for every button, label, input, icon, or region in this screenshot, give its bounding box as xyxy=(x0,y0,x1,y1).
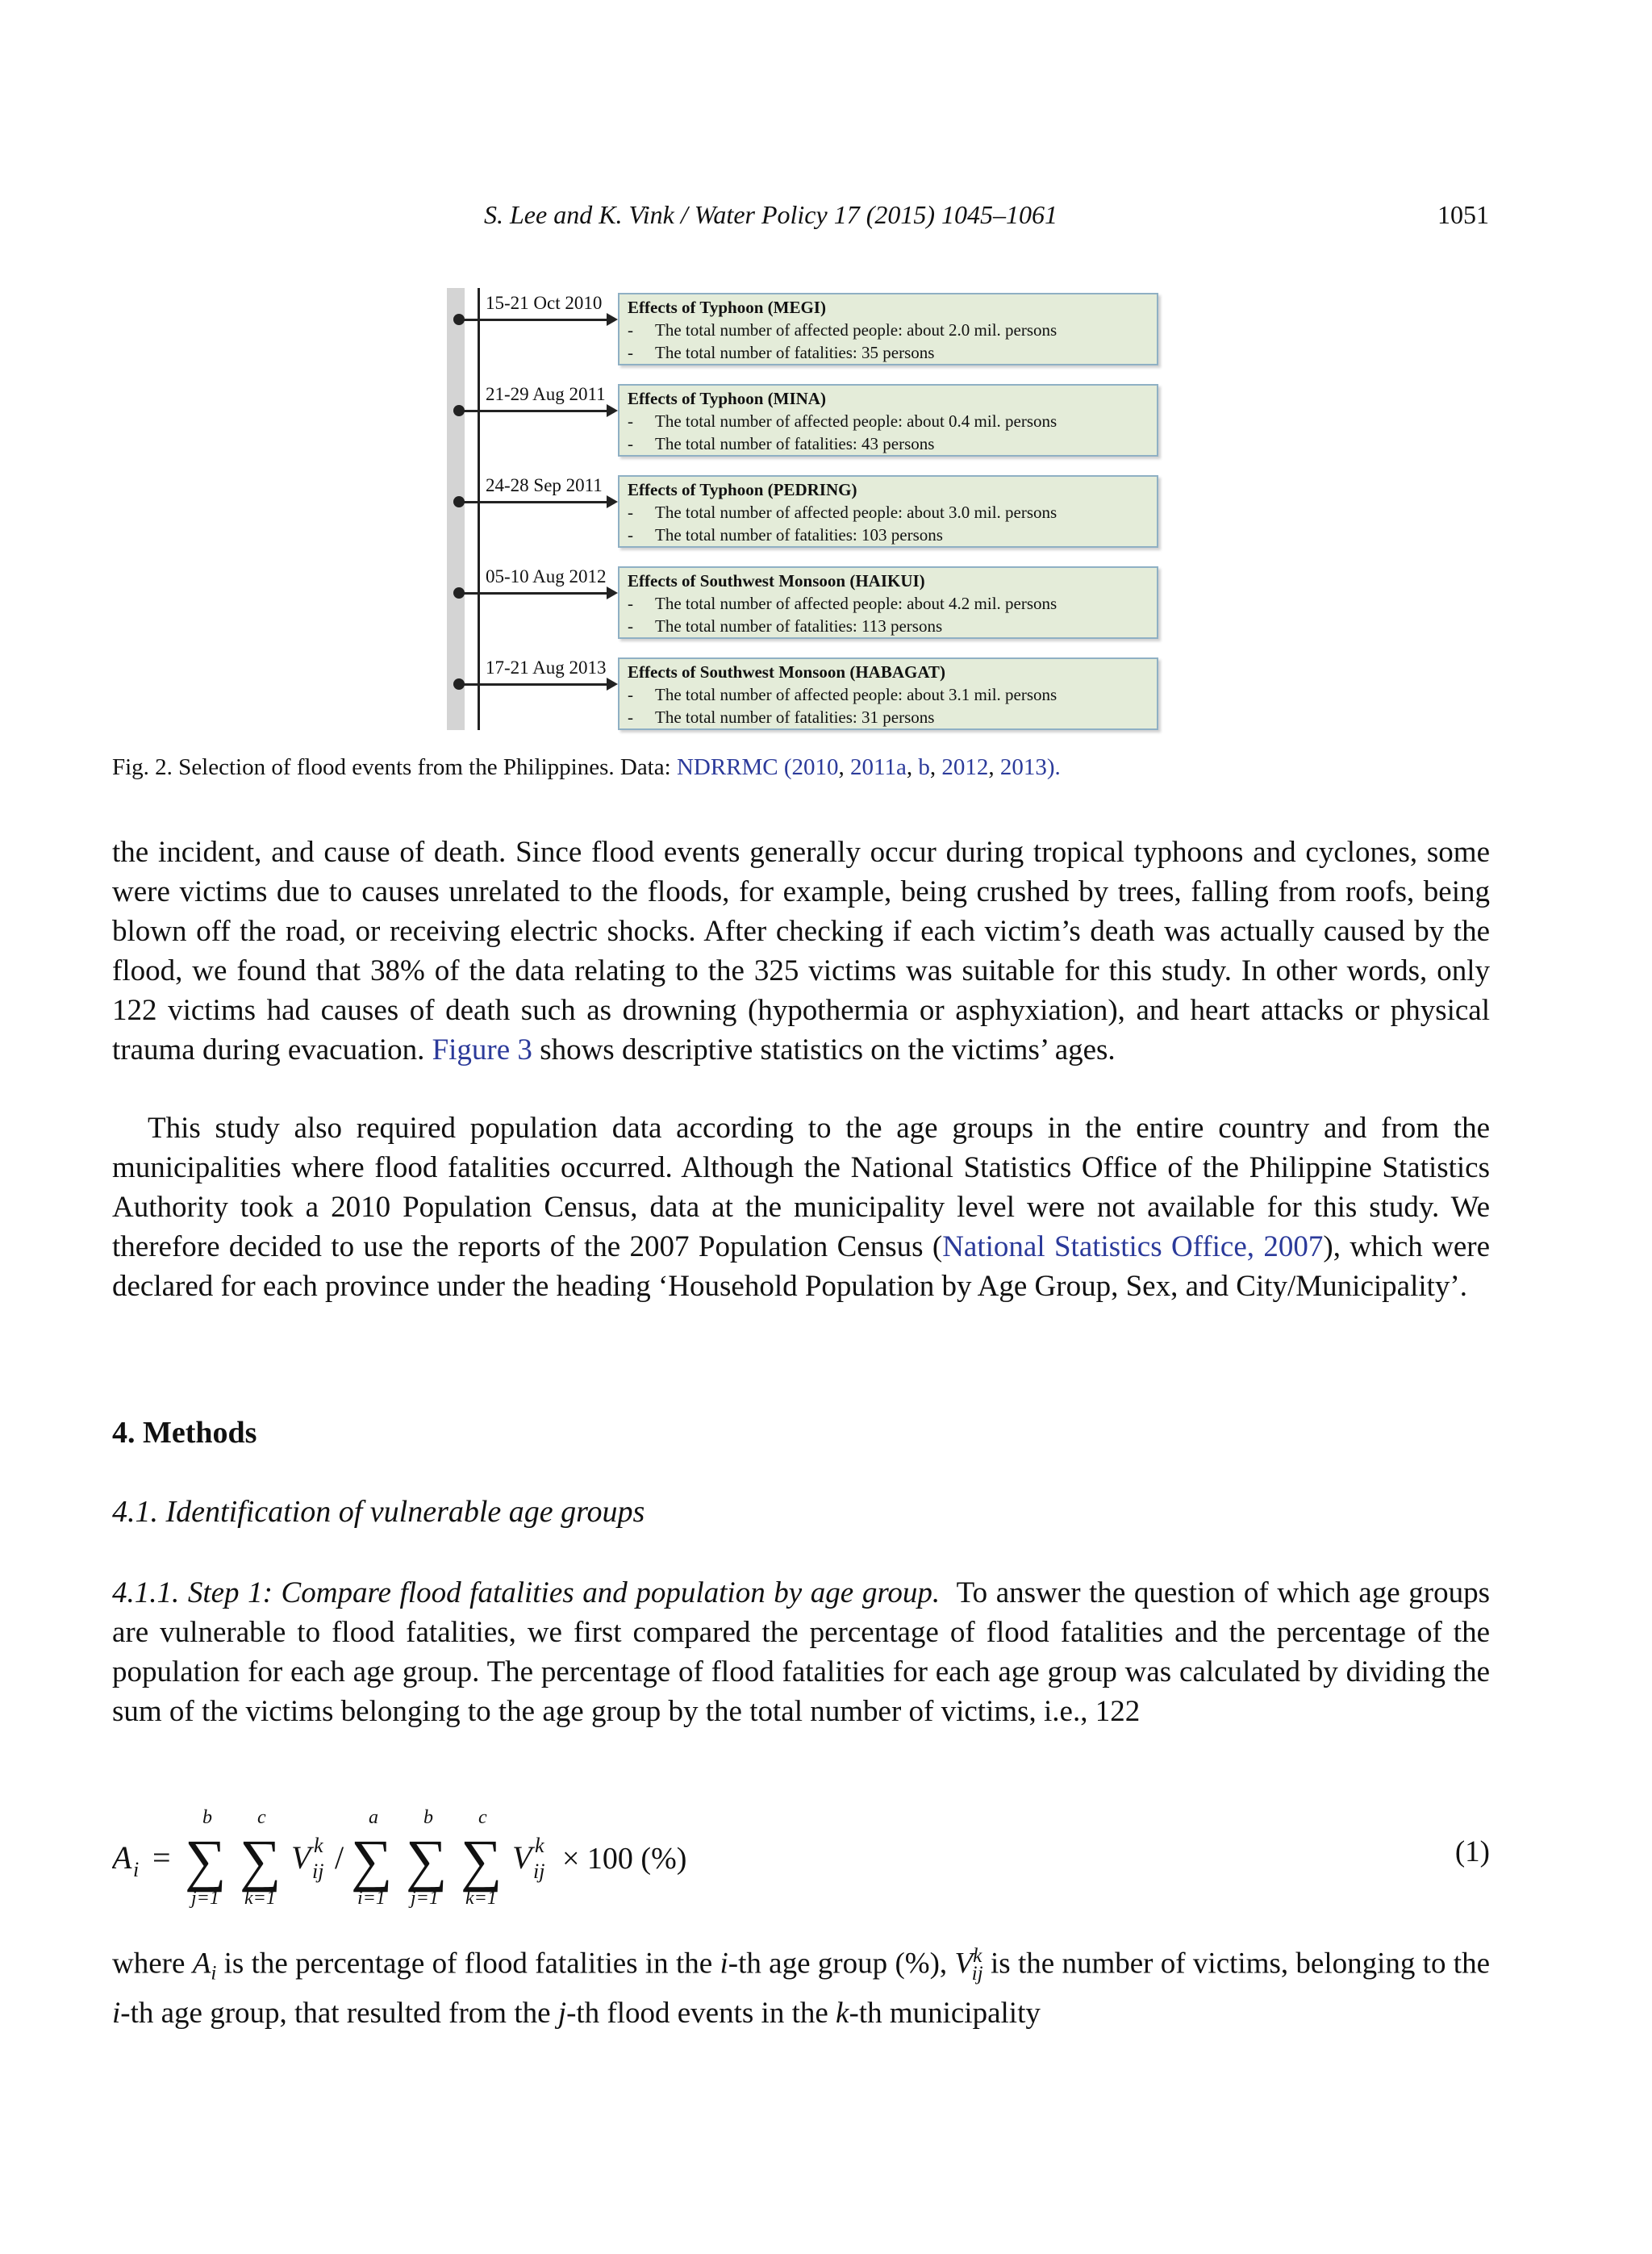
event-box xyxy=(618,293,1158,365)
bullet-dash: - xyxy=(628,708,633,727)
running-header-citation: S. Lee and K. Vink / Water Policy 17 (2015) 1045–1061 xyxy=(484,200,1058,229)
figure-3-link[interactable]: Figure 3 xyxy=(432,1033,532,1066)
event-fatalities: The total number of fatalities: 31 persons xyxy=(655,708,935,727)
math-sup-k: k xyxy=(973,1945,982,1967)
eq-var-1-sub: ij xyxy=(312,1860,324,1883)
event-title: Effects of Typhoon (MEGI) xyxy=(628,298,826,317)
eq-var-1-sup: k xyxy=(314,1834,323,1857)
sum-4-lower: j=1 xyxy=(411,1888,439,1909)
eq-equals: = xyxy=(152,1839,171,1876)
sum-5-lower: k=1 xyxy=(465,1888,497,1909)
figure-timeline xyxy=(447,286,1165,730)
sum-5: ∑ xyxy=(461,1828,503,1893)
p1-tail: shows descriptive statistics on the victims’ ages. xyxy=(532,1033,1116,1066)
sum-3: ∑ xyxy=(351,1828,393,1893)
event-affected: The total number of affected people: about 4.2 mil. persons xyxy=(655,594,1058,613)
sum-3-upper: a xyxy=(369,1807,378,1828)
sum-2-upper: c xyxy=(257,1807,266,1828)
p4-text: -th flood events in the xyxy=(566,1996,836,2030)
caption-sep: , xyxy=(929,754,942,780)
sum-2: ∑ xyxy=(240,1828,282,1893)
sum-1: ∑ xyxy=(185,1828,227,1893)
math-i: i xyxy=(112,1996,121,2030)
event-affected: The total number of affected people: about 2.0 mil. persons xyxy=(655,320,1058,340)
event-box xyxy=(618,657,1158,730)
bullet-dash: - xyxy=(628,320,633,340)
event-box xyxy=(618,384,1158,457)
paragraph-1 xyxy=(112,833,1490,1070)
event-box xyxy=(618,475,1158,548)
p4-text: -th municipality xyxy=(849,1996,1041,2030)
math-V: V xyxy=(954,1947,974,1981)
event-title: Effects of Southwest Monsoon (HABAGAT) xyxy=(628,662,945,682)
event-affected: The total number of affected people: about 3.0 mil. persons xyxy=(655,503,1058,522)
step-heading: 4.1.1. Step 1: Compare flood fatalities and population by age group. xyxy=(112,1576,941,1609)
equation-formula xyxy=(112,1799,919,1912)
eq-var-2-sub: ij xyxy=(533,1860,545,1883)
math-sub-ij: ij xyxy=(971,1962,983,1985)
timeline-event xyxy=(447,469,1165,553)
subsection-heading: 4.1. Identification of vulnerable age groups xyxy=(112,1495,645,1529)
ref-2011b[interactable]: b xyxy=(918,754,930,780)
p3-text: To answer the question of which age groups are vulnerable to flood fatalities, we first compared the percentage of flood fatalities and the percentage of the population for each age group. The percentage of flood fatalities for each age group was calculated by dividing the sum of the victims belonging to the age group by the total number of victims, i.e., 122 xyxy=(112,1576,1498,1728)
page-number: 1051 xyxy=(1437,200,1489,229)
timeline-arrow xyxy=(460,501,615,503)
event-affected: The total number of affected people: about 3.1 mil. persons xyxy=(655,685,1058,704)
caption-sep: , xyxy=(906,754,919,780)
p1-text: the incident, and cause of death. Since flood events generally occur during tropical typhoons and cyclones, some were victims due to causes unrelated to the floods, for example, being crushed by trees, falling from roofs, being blown off the road, or receiving electric shocks. After checking if each victim’s death was actually caused by the flood, we found that 38% of the data relating to the 325 victims was suitable for this study. In other words, only 122 victims had causes of death such as drowning (hypothermia or asphyxiation), and heart attacks or physical trauma during evacuation. xyxy=(112,836,1490,1066)
sum-5-upper: c xyxy=(478,1807,487,1828)
section-heading: 4. Methods xyxy=(112,1416,257,1450)
caption-sep: , xyxy=(988,754,1000,780)
paragraph-3 xyxy=(112,1573,1498,1731)
equation-1 xyxy=(112,1799,1490,1912)
eq-lhs-sub: i xyxy=(133,1858,140,1881)
caption-end: . xyxy=(1054,754,1061,780)
ref-2012[interactable]: 2012 xyxy=(941,754,989,780)
eq-lhs: A xyxy=(112,1839,132,1876)
math-j: j xyxy=(557,1996,567,2030)
ref-ndrrmc-2010[interactable]: NDRRMC (2010 xyxy=(676,754,839,780)
ref-2011a[interactable]: 2011a xyxy=(850,754,907,780)
event-date: 21-29 Aug 2011 xyxy=(486,384,606,404)
p4-text: is the number of victims, belonging to the xyxy=(982,1947,1490,1981)
bullet-dash: - xyxy=(628,411,633,431)
eq-var-2: V xyxy=(512,1839,532,1876)
eq-tail: × 100 (%) xyxy=(562,1842,687,1876)
p2-text: This study also required population data according to the age groups in the entire country and from the municipalities where flood fatalities occurred. Although the National Statistics Office of the Philippine Statistics Authority took a 2010 Population Census, data at the municipality level were not available for this study. We therefore decided to use the reports of the 2007 Population Census ( xyxy=(112,1112,1490,1263)
eq-slash: / xyxy=(335,1839,344,1876)
event-date: 24-28 Sep 2011 xyxy=(486,475,603,495)
bullet-dash: - xyxy=(628,685,633,704)
sum-2-lower: k=1 xyxy=(244,1888,276,1909)
p2-tail: ), which were declared for each province under the heading ‘Household Population by Age Group, Sex, and City/Municipality’. xyxy=(112,1230,1490,1303)
math-i: i xyxy=(720,1947,728,1981)
event-title: Effects of Southwest Monsoon (HAIKUI) xyxy=(628,571,925,591)
event-fatalities: The total number of fatalities: 113 persons xyxy=(655,616,943,636)
math-A: A xyxy=(192,1947,211,1981)
bullet-dash: - xyxy=(628,503,633,522)
sum-4: ∑ xyxy=(406,1828,448,1893)
ref-2013[interactable]: 2013) xyxy=(999,754,1055,780)
event-title: Effects of Typhoon (PEDRING) xyxy=(628,480,857,499)
event-title: Effects of Typhoon (MINA) xyxy=(628,389,826,408)
math-sub-i: i xyxy=(211,1962,217,1985)
sum-4-upper: b xyxy=(423,1807,433,1828)
p4-text: where xyxy=(112,1947,193,1981)
caption-sep: , xyxy=(838,754,851,780)
timeline-arrow xyxy=(460,683,615,686)
event-box xyxy=(618,566,1158,639)
timeline-event xyxy=(447,560,1165,644)
equation-number: (1) xyxy=(1454,1835,1490,1868)
bullet-dash: - xyxy=(628,525,633,545)
eq-var-2-sup: k xyxy=(535,1834,544,1857)
p4-text: -th age group (%), xyxy=(728,1947,955,1981)
bullet-dash: - xyxy=(628,343,633,362)
bullet-dash: - xyxy=(628,434,633,453)
timeline-event xyxy=(447,286,1165,370)
p4-text: is the percentage of flood fatalities in the xyxy=(216,1947,720,1981)
bullet-dash: - xyxy=(628,616,633,636)
event-fatalities: The total number of fatalities: 103 persons xyxy=(655,525,943,545)
sum-1-upper: b xyxy=(202,1807,212,1828)
event-fatalities: The total number of fatalities: 43 persons xyxy=(655,434,935,453)
caption-text: Fig. 2. Selection of flood events from the Philippines. Data: xyxy=(112,754,677,780)
figure-caption xyxy=(112,754,1061,781)
p4-text: -th age group, that resulted from the xyxy=(120,1996,558,2030)
timeline-event xyxy=(447,651,1165,735)
nso-2007-link[interactable]: National Statistics Office, 2007 xyxy=(942,1230,1324,1263)
timeline-event xyxy=(447,378,1165,461)
timeline-arrow xyxy=(460,410,615,412)
event-fatalities: The total number of fatalities: 35 persons xyxy=(655,343,935,362)
event-affected: The total number of affected people: about 0.4 mil. persons xyxy=(655,411,1058,431)
sum-1-lower: j=1 xyxy=(191,1888,219,1909)
paragraph-4 xyxy=(112,1936,1490,2033)
bullet-dash: - xyxy=(628,594,633,613)
paragraph-2 xyxy=(112,1108,1490,1306)
event-date: 05-10 Aug 2012 xyxy=(486,566,607,586)
timeline-arrow xyxy=(460,319,615,321)
event-date: 15-21 Oct 2010 xyxy=(486,293,603,313)
timeline-arrow xyxy=(460,592,615,595)
math-k: k xyxy=(836,1996,849,2030)
sum-3-lower: i=1 xyxy=(357,1888,386,1909)
event-date: 17-21 Aug 2013 xyxy=(486,657,607,678)
eq-var-1: V xyxy=(291,1839,311,1876)
